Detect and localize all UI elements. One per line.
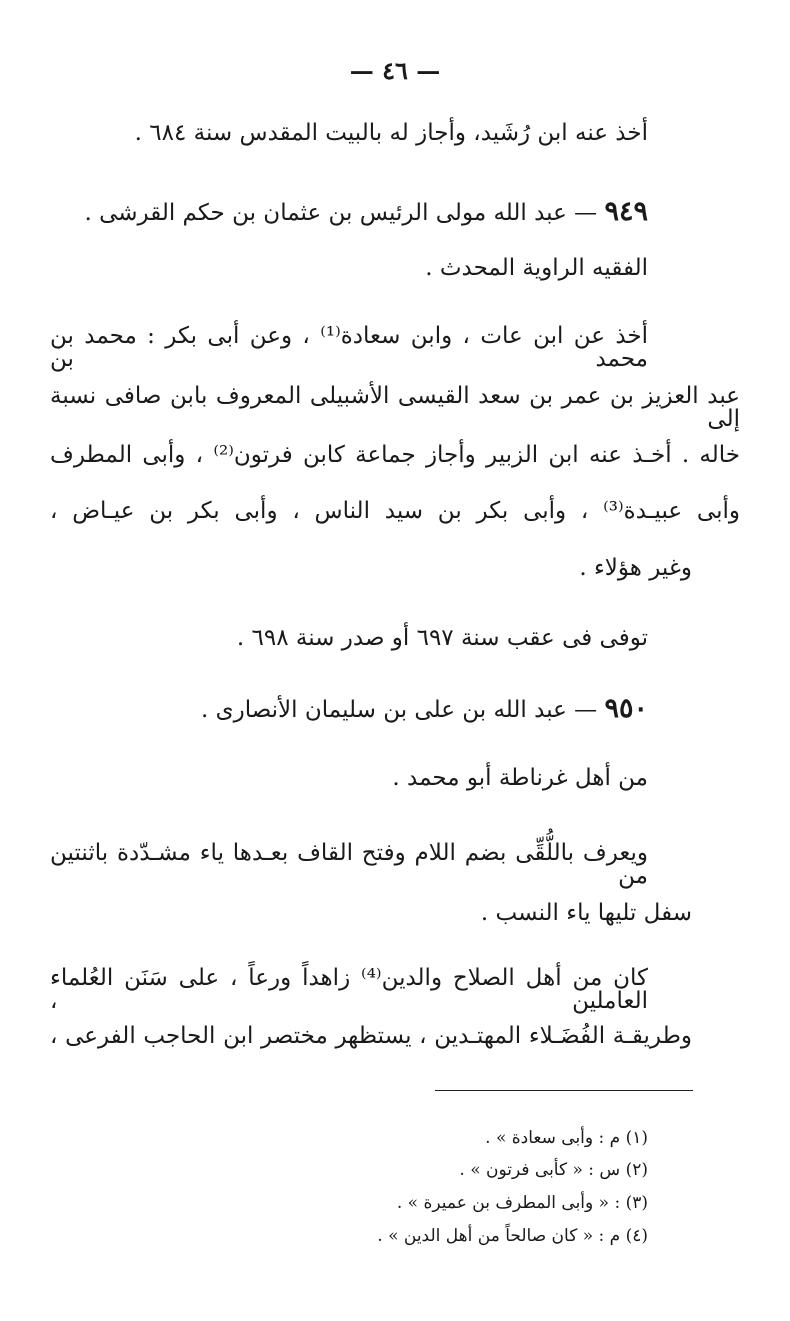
entry-title: — عبد الله بن على بن سليمان الأنصارى . (200, 697, 598, 723)
body-line: وطريقـة الفُضَـلاء المهتـدين ، يستظهر مختصر ابن الحاجب الفرعى ، (50, 1023, 692, 1049)
body-line: أخذ عن ابن عات ، وابن سعادة⁽¹⁾ ، وعن أبى بكر : محمد بن محمد بن (50, 323, 648, 372)
body-line: عبد العزيز بن عمر بن سعد القيسى الأشبيلى المعروف بابن صافى نسبة إلى (50, 383, 740, 432)
entry-number: ٩٤٩ (604, 196, 648, 227)
footnote: (٣) : « وأبى المطرف بن عميرة » . (396, 1193, 648, 1213)
footnote: (٢) س : « كأبى فرتون » . (459, 1160, 648, 1180)
body-line: سفل تليها ياء النسب . (480, 900, 692, 926)
body-line: أخذ عنه ابن رُشَيد، وأجاز له بالبيت المقدس سنة ٦٨٤ . (134, 120, 648, 146)
page-number: — ٤٦ — (349, 56, 441, 85)
body-line: خاله . أخـذ عنه ابن الزبير وأجاز جماعة كابن فرتون⁽²⁾ ، وأبى المطرف (50, 442, 740, 468)
entry-heading-950 (50, 695, 648, 722)
footnote-separator (435, 1090, 693, 1091)
footnote: (٤) م : « كان صالحاً من أهل الدين » . (377, 1226, 648, 1246)
body-line: وغير هؤلاء . (579, 555, 692, 581)
entry-number: ٩٥٠ (604, 693, 648, 724)
body-line: الفقيه الراوية المحدث . (425, 255, 648, 281)
body-line: ويعرف باللُّقِّى بضم اللام وفتح القاف بعـدها ياء مشـدّدة باثنتين من (50, 840, 648, 889)
body-line: توفى فى عقب سنة ٦٩٧ أو صدر سنة ٦٩٨ . (236, 625, 648, 651)
entry-title: — عبد الله مولى الرئيس بن عثمان بن حكم القرشى . (84, 200, 598, 226)
body-line: كان من أهل الصلاح والدين⁽⁴⁾ زاهداً ورعاً ، على سَنَن العُلماء العاملين ، (50, 965, 648, 1014)
entry-heading-949 (50, 198, 648, 225)
footnote: (١) م : وأبى سعادة » . (485, 1128, 648, 1148)
body-line: وأبى عبيـدة⁽³⁾ ، وأبى بكر بن سيد الناس ، وأبى بكر بن عيـاض ، (50, 498, 740, 524)
body-line: من أهل غرناطة أبو محمد . (392, 765, 648, 791)
